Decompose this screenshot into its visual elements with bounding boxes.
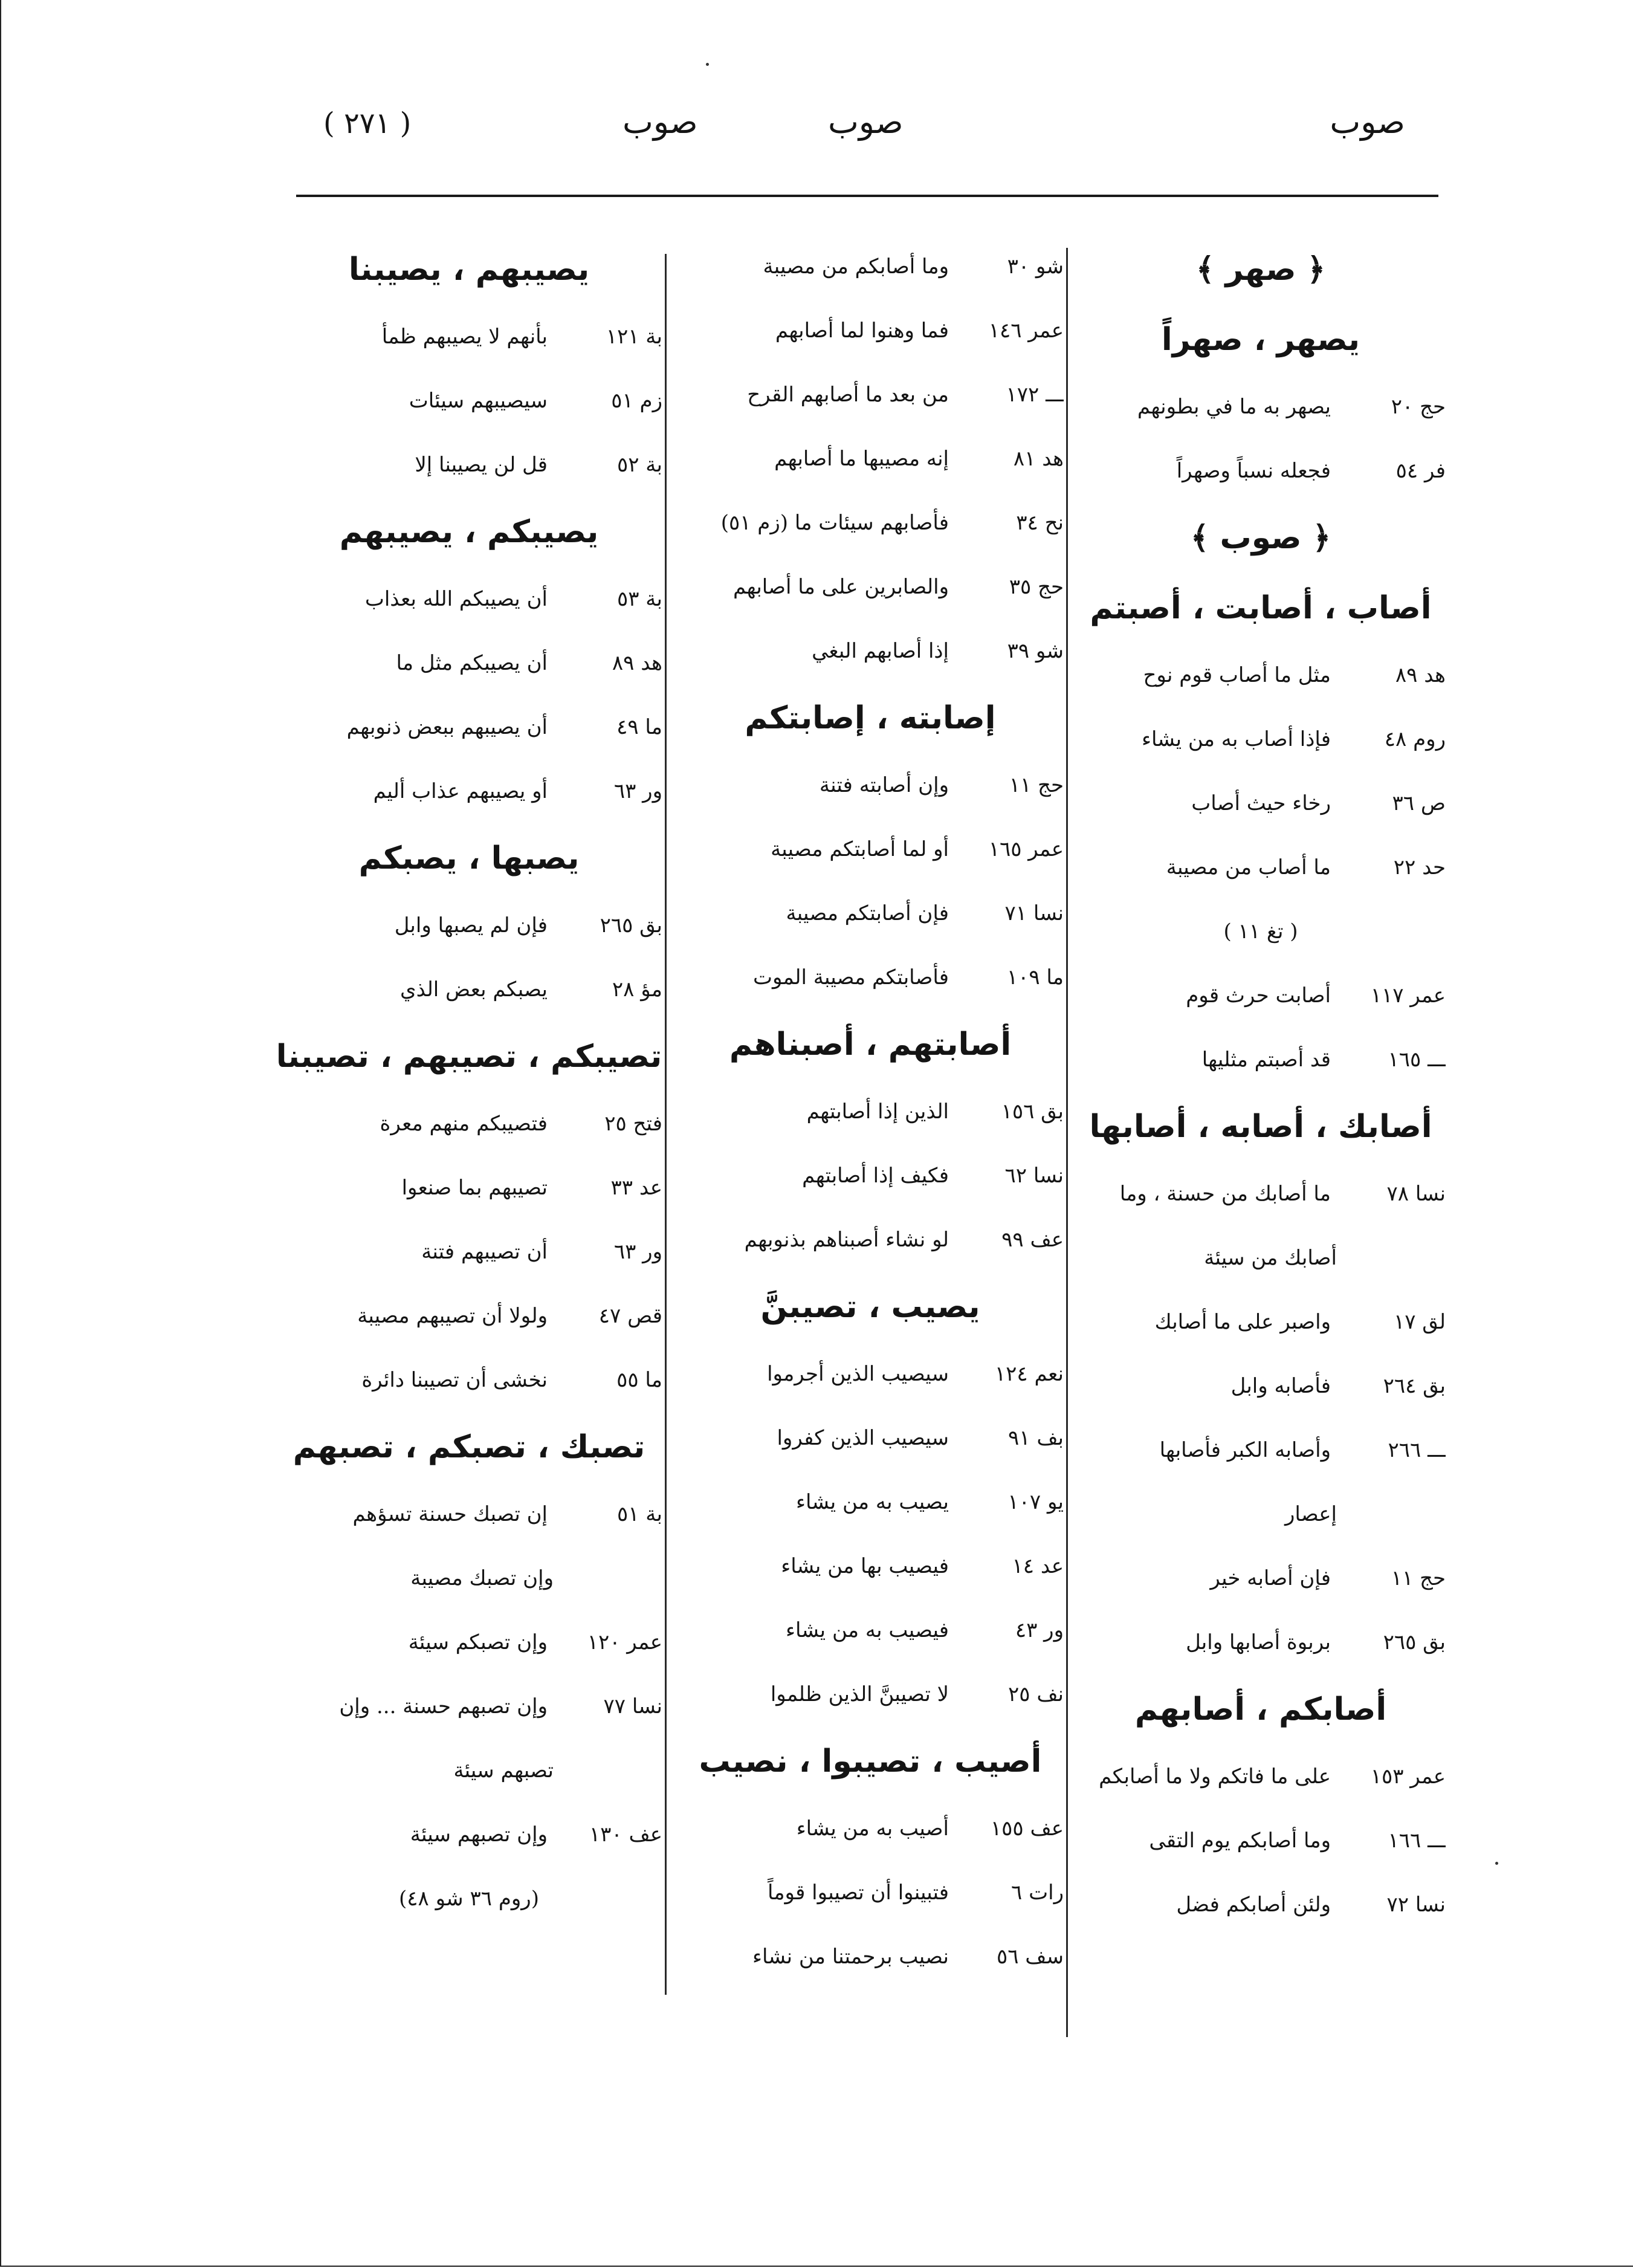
verse-reference: حج ٣٥ bbox=[1009, 575, 1064, 599]
verse-text: على ما فاتكم ولا ما أصابكم bbox=[1099, 1764, 1331, 1789]
verse-text: فإذا أصاب به من يشاء bbox=[1141, 727, 1331, 751]
verse-reference: حج ٢٠ bbox=[1391, 395, 1446, 419]
verse-reference: بق ٢٦٤ bbox=[1383, 1374, 1446, 1398]
verse-text: يصيب به من يشاء bbox=[796, 1490, 949, 1514]
entry-continuation: إعصار bbox=[1285, 1502, 1337, 1526]
header-word-middle: صوب bbox=[828, 103, 904, 141]
concordance-entry bbox=[1076, 1546, 1446, 1610]
verse-text: سيصيب الذين أجرموا bbox=[767, 1362, 949, 1386]
verse-text: واصبر على ما أصابك bbox=[1154, 1310, 1331, 1334]
verse-text: فأصابه وابل bbox=[1230, 1374, 1331, 1398]
verse-text: نخشى أن تصيبنا دائرة bbox=[361, 1368, 548, 1392]
verse-text: قل لن يصيبنا إلا bbox=[415, 453, 548, 477]
cross-reference-note: ( تغ ١١ ) bbox=[1223, 919, 1298, 944]
concordance-entry bbox=[677, 1925, 1064, 1989]
verse-reference: حد ٢٢ bbox=[1393, 855, 1446, 880]
concordance-entry bbox=[1076, 1354, 1446, 1418]
verse-reference: قص ٤٧ bbox=[598, 1304, 662, 1328]
verse-text: وإن تصبهم سيئة bbox=[410, 1822, 548, 1847]
concordance-entry bbox=[1076, 1745, 1446, 1809]
entry-heading: تصبك ، تصبكم ، تصبهم bbox=[293, 1429, 645, 1465]
entry-heading: يصيبكم ، يصيبهم bbox=[339, 514, 599, 550]
verse-reference: لق ١٧ bbox=[1393, 1310, 1446, 1334]
concordance-entry bbox=[276, 1803, 662, 1867]
verse-text: وأصابه الكبر فأصابها bbox=[1159, 1438, 1331, 1462]
concordance-entry bbox=[276, 695, 662, 759]
concordance-entry bbox=[1076, 375, 1446, 439]
concordance-entry bbox=[276, 1610, 662, 1674]
verse-reference: عمر ١٤٦ bbox=[988, 319, 1064, 343]
verse-text: فإن لم يصبها وابل bbox=[394, 913, 548, 938]
verse-reference: عف ١٥٥ bbox=[990, 1816, 1064, 1841]
concordance-entry bbox=[276, 1674, 662, 1738]
entry-continuation: وإن تصبك مصيبة bbox=[410, 1566, 554, 1590]
concordance-entry bbox=[677, 945, 1064, 1009]
concordance-entry bbox=[677, 299, 1064, 363]
verse-reference: هد ٨٩ bbox=[612, 651, 662, 675]
column-middle bbox=[677, 235, 1064, 2060]
verse-text: أو لما أصابتكم مصيبة bbox=[771, 837, 949, 861]
verse-reference: ما ١٠٩ bbox=[1006, 965, 1064, 990]
verse-text: لو نشاء أصبناهم بذنوبهم bbox=[744, 1228, 949, 1252]
column-divider bbox=[665, 254, 667, 1995]
verse-reference: روم ٤٨ bbox=[1384, 727, 1446, 751]
verse-reference: بق ١٥٦ bbox=[1001, 1100, 1064, 1124]
concordance-entry bbox=[677, 1534, 1064, 1598]
verse-text: ولولا أن تصيبهم مصيبة bbox=[357, 1304, 548, 1328]
verse-reference: عمر ١٦٥ bbox=[988, 837, 1064, 861]
column-right bbox=[1076, 235, 1446, 2060]
concordance-entry bbox=[1076, 1028, 1446, 1092]
verse-reference: ور ٦٣ bbox=[613, 779, 662, 803]
concordance-entry bbox=[276, 1156, 662, 1220]
concordance-entry bbox=[677, 817, 1064, 881]
verse-reference: عد ٣٣ bbox=[610, 1176, 662, 1200]
verse-reference: عمر ١٥٣ bbox=[1370, 1764, 1446, 1789]
concordance-entry bbox=[677, 491, 1064, 555]
verse-text: سيصيب الذين كفروا bbox=[777, 1426, 949, 1450]
verse-reference: رات ٦ bbox=[1011, 1881, 1064, 1905]
concordance-entry bbox=[276, 305, 662, 369]
entry-heading: ﴿ صهر ﴾ bbox=[1195, 251, 1326, 288]
entry-heading: أصابك ، أصابه ، أصابها bbox=[1089, 1109, 1432, 1145]
entry-heading: يصيب ، تصيبنَّ bbox=[760, 1289, 980, 1325]
verse-text: تصيبهم بما صنعوا bbox=[401, 1176, 548, 1200]
concordance-entry bbox=[677, 881, 1064, 945]
concordance-entry bbox=[677, 235, 1064, 299]
verse-text: لا تصيبنَّ الذين ظلموا bbox=[770, 1682, 949, 1706]
entry-continuation: تصبهم سيئة bbox=[453, 1758, 554, 1783]
concordance-entry bbox=[677, 753, 1064, 817]
verse-reference: حج ١١ bbox=[1391, 1566, 1446, 1590]
entry-heading: أصاب ، أصابت ، أصبتم bbox=[1090, 590, 1432, 626]
verse-text: فتبينوا أن تصيبوا قوماً bbox=[767, 1881, 949, 1905]
verse-text: وما أصابكم يوم التقى bbox=[1149, 1829, 1331, 1853]
concordance-entry bbox=[276, 1348, 662, 1412]
verse-reference: بة ٥٢ bbox=[616, 453, 662, 477]
concordance-entry bbox=[677, 1861, 1064, 1925]
concordance-entry bbox=[1076, 1610, 1446, 1674]
verse-text: فإن أصابه خير bbox=[1210, 1566, 1331, 1590]
concordance-entry bbox=[1076, 835, 1446, 899]
verse-text: فتصيبكم منهم معرة bbox=[380, 1112, 548, 1136]
verse-text: بربوة أصابها وابل bbox=[1186, 1630, 1331, 1654]
concordance-entry bbox=[1076, 1809, 1446, 1873]
concordance-entry bbox=[677, 1342, 1064, 1406]
verse-text: أن يصيبكم الله بعذاب bbox=[364, 587, 548, 611]
entry-heading: أصابكم ، أصابهم bbox=[1134, 1691, 1387, 1728]
page-number: ( ٢٧١ ) bbox=[323, 106, 412, 140]
verse-reference: فتح ٢٥ bbox=[604, 1112, 662, 1136]
concordance-entry bbox=[677, 1797, 1064, 1861]
verse-text: والصابرين على ما أصابهم bbox=[733, 575, 949, 599]
verse-reference: زم ٥١ bbox=[611, 389, 662, 413]
scan-speck bbox=[706, 63, 709, 66]
verse-reference: بق ٢٦٥ bbox=[600, 913, 662, 938]
verse-reference: هد ٨٩ bbox=[1395, 663, 1446, 687]
verse-reference: هد ٨١ bbox=[1013, 447, 1064, 471]
verse-text: ما أصاب من مصيبة bbox=[1166, 855, 1331, 880]
verse-reference: ص ٣٦ bbox=[1392, 791, 1446, 815]
concordance-entry bbox=[1076, 643, 1446, 707]
verse-text: مثل ما أصاب قوم نوح bbox=[1143, 663, 1331, 687]
column-left bbox=[276, 235, 662, 2060]
concordance-entry bbox=[276, 1092, 662, 1156]
entry-heading: تصيبكم ، تصيبهم ، تصيبنا bbox=[276, 1038, 662, 1075]
verse-reference: يو ١٠٧ bbox=[1007, 1490, 1064, 1514]
concordance-entry bbox=[677, 1470, 1064, 1534]
verse-reference: حج ١١ bbox=[1009, 773, 1064, 797]
verse-reference: ما ٥٥ bbox=[616, 1368, 662, 1392]
verse-reference: ـــ ٢٦٦ bbox=[1388, 1438, 1446, 1462]
verse-text: فيصيب بها من يشاء bbox=[781, 1554, 949, 1578]
verse-text: أو يصيبهم عذاب أليم bbox=[373, 779, 548, 803]
verse-reference: شو ٣٩ bbox=[1007, 639, 1064, 663]
verse-reference: بة ٥٣ bbox=[616, 587, 662, 611]
cross-reference-note: (روم ٣٦ شو ٤٨) bbox=[399, 1887, 539, 1911]
verse-text: فأصابتكم مصيبة الموت bbox=[752, 965, 949, 990]
concordance-entry bbox=[276, 1284, 662, 1348]
verse-text: فجعله نسباً وصهراً bbox=[1176, 459, 1331, 483]
entry-heading: يصيبهم ، يصيبنا bbox=[348, 251, 590, 288]
verse-reference: ـــ ١٧٢ bbox=[1006, 383, 1064, 407]
page-header bbox=[296, 91, 1438, 181]
verse-reference: بة ٥١ bbox=[616, 1502, 662, 1526]
entry-heading: أصابتهم ، أصبناهم bbox=[729, 1026, 1012, 1063]
verse-text: فيصيب به من يشاء bbox=[786, 1618, 949, 1642]
verse-reference: عمر ١١٧ bbox=[1370, 983, 1446, 1008]
verse-text: من بعد ما أصابهم القرح bbox=[747, 383, 949, 407]
verse-reference: عد ١٤ bbox=[1012, 1554, 1064, 1578]
verse-text: أن يصيبهم ببعض ذنوبهم bbox=[346, 715, 548, 739]
verse-reference: نسا ٧٢ bbox=[1386, 1893, 1446, 1917]
concordance-entry bbox=[677, 1208, 1064, 1272]
verse-text: أن تصيبهم فتنة bbox=[421, 1240, 548, 1264]
verse-reference: نسا ٧١ bbox=[1004, 901, 1064, 925]
verse-reference: فر ٥٤ bbox=[1395, 459, 1446, 483]
verse-text: فأصابهم سيئات ما (زم ٥١) bbox=[720, 511, 949, 535]
verse-reference: ـــ ١٦٥ bbox=[1388, 1048, 1446, 1072]
column-divider bbox=[1066, 248, 1068, 2037]
concordance-entry bbox=[276, 1482, 662, 1546]
verse-text: فإن أصابتكم مصيبة bbox=[786, 901, 949, 925]
verse-text: وإن تصبهم حسنة ... وإن bbox=[339, 1694, 548, 1719]
verse-text: بأنهم لا يصيبهم ظمأ bbox=[381, 325, 548, 349]
concordance-entry bbox=[677, 1080, 1064, 1144]
verse-reference: نسا ٦٢ bbox=[1004, 1164, 1064, 1188]
concordance-entry bbox=[677, 555, 1064, 619]
entry-heading: يصبها ، يصبكم bbox=[358, 840, 580, 876]
entry-heading: إصابته ، إصابتكم bbox=[745, 700, 996, 736]
verse-text: فما وهنوا لما أصابهم bbox=[775, 319, 949, 343]
verse-reference: بق ٢٦٥ bbox=[1383, 1630, 1446, 1654]
verse-text: قد أصبتم مثليها bbox=[1201, 1048, 1331, 1072]
entry-heading: ﴿ صوب ﴾ bbox=[1190, 520, 1331, 556]
verse-reference: نف ٢٥ bbox=[1008, 1682, 1064, 1706]
verse-reference: عف ٩٩ bbox=[1001, 1228, 1064, 1252]
concordance-entry bbox=[276, 433, 662, 497]
verse-text: إنه مصيبها ما أصابهم bbox=[774, 447, 949, 471]
verse-reference: عف ١٣٠ bbox=[589, 1822, 662, 1847]
header-word-right: صوب bbox=[1330, 103, 1405, 141]
verse-reference: شو ٣٠ bbox=[1007, 254, 1064, 279]
header-word-left: صوب bbox=[622, 103, 698, 141]
concordance-entry bbox=[1076, 1290, 1446, 1354]
verse-text: نصيب برحمتنا من نشاء bbox=[752, 1945, 949, 1969]
concordance-entry bbox=[276, 369, 662, 433]
verse-reference: ما ٤٩ bbox=[616, 715, 662, 739]
verse-text: فكيف إذا أصابتهم bbox=[802, 1164, 949, 1188]
concordance-entry bbox=[276, 1220, 662, 1284]
concordance-entry bbox=[677, 1662, 1064, 1726]
concordance-entry bbox=[276, 631, 662, 695]
verse-text: إن تصبك حسنة تسؤهم bbox=[352, 1502, 548, 1526]
concordance-entry bbox=[276, 957, 662, 1022]
verse-text: سيصيبهم سيئات bbox=[409, 389, 548, 413]
verse-reference: نح ٣٤ bbox=[1016, 511, 1064, 535]
verse-text: الذين إذا أصابتهم bbox=[806, 1100, 949, 1124]
concordance-entry bbox=[276, 759, 662, 823]
verse-text: أصيب به من يشاء bbox=[796, 1816, 949, 1841]
verse-text: وإن تصبكم سيئة bbox=[408, 1630, 548, 1654]
verse-reference: بة ١٢١ bbox=[606, 325, 662, 349]
verse-text: يصهر به ما في بطونهم bbox=[1137, 395, 1331, 419]
verse-reference: ـــ ١٦٦ bbox=[1388, 1829, 1446, 1853]
concordance-entry bbox=[1076, 1162, 1446, 1226]
verse-text: وإن أصابته فتنة bbox=[819, 773, 949, 797]
concordance-entry bbox=[677, 363, 1064, 427]
verse-text: رخاء حيث أصاب bbox=[1191, 791, 1331, 815]
verse-text: ولئن أصابكم فضل bbox=[1176, 1893, 1331, 1917]
concordance-entry bbox=[677, 619, 1064, 683]
entry-heading: أصيب ، تصيبوا ، نصيب bbox=[699, 1743, 1042, 1780]
concordance-entry bbox=[1076, 1418, 1446, 1482]
verse-reference: عمر ١٢٠ bbox=[587, 1630, 662, 1654]
concordance-entry bbox=[276, 567, 662, 631]
verse-text: ما أصابك من حسنة ، وما bbox=[1119, 1182, 1331, 1206]
header-rule bbox=[296, 195, 1438, 197]
concordance-entry bbox=[677, 1598, 1064, 1662]
verse-reference: ور ٦٣ bbox=[613, 1240, 662, 1264]
verse-reference: نسا ٧٧ bbox=[603, 1694, 662, 1719]
verse-text: يصبكم بعض الذي bbox=[399, 977, 548, 1002]
scan-speck bbox=[1495, 1862, 1498, 1865]
verse-reference: نسا ٧٨ bbox=[1386, 1182, 1446, 1206]
concordance-entry bbox=[276, 893, 662, 957]
concordance-entry bbox=[1076, 964, 1446, 1028]
concordance-entry bbox=[1076, 707, 1446, 771]
verse-reference: سف ٥٦ bbox=[996, 1945, 1064, 1969]
verse-reference: نعم ١٢٤ bbox=[994, 1362, 1064, 1386]
concordance-entry bbox=[677, 1406, 1064, 1470]
entry-continuation: أصابك من سيئة bbox=[1204, 1246, 1337, 1270]
verse-text: وما أصابكم من مصيبة bbox=[763, 254, 949, 279]
concordance-entry bbox=[677, 1144, 1064, 1208]
verse-text: أصابت حرث قوم bbox=[1186, 983, 1331, 1008]
concordance-entry bbox=[1076, 439, 1446, 503]
concordance-entry bbox=[677, 427, 1064, 491]
verse-text: أن يصيبكم مثل ما bbox=[396, 651, 548, 675]
entry-heading: يصهر ، صهراً bbox=[1161, 322, 1360, 358]
concordance-entry bbox=[1076, 1873, 1446, 1937]
verse-reference: ور ٤٣ bbox=[1015, 1618, 1064, 1642]
concordance-entry bbox=[1076, 771, 1446, 835]
verse-text: إذا أصابهم البغي bbox=[812, 639, 949, 663]
verse-reference: مؤ ٢٨ bbox=[612, 977, 662, 1002]
verse-reference: بف ٩١ bbox=[1008, 1426, 1064, 1450]
